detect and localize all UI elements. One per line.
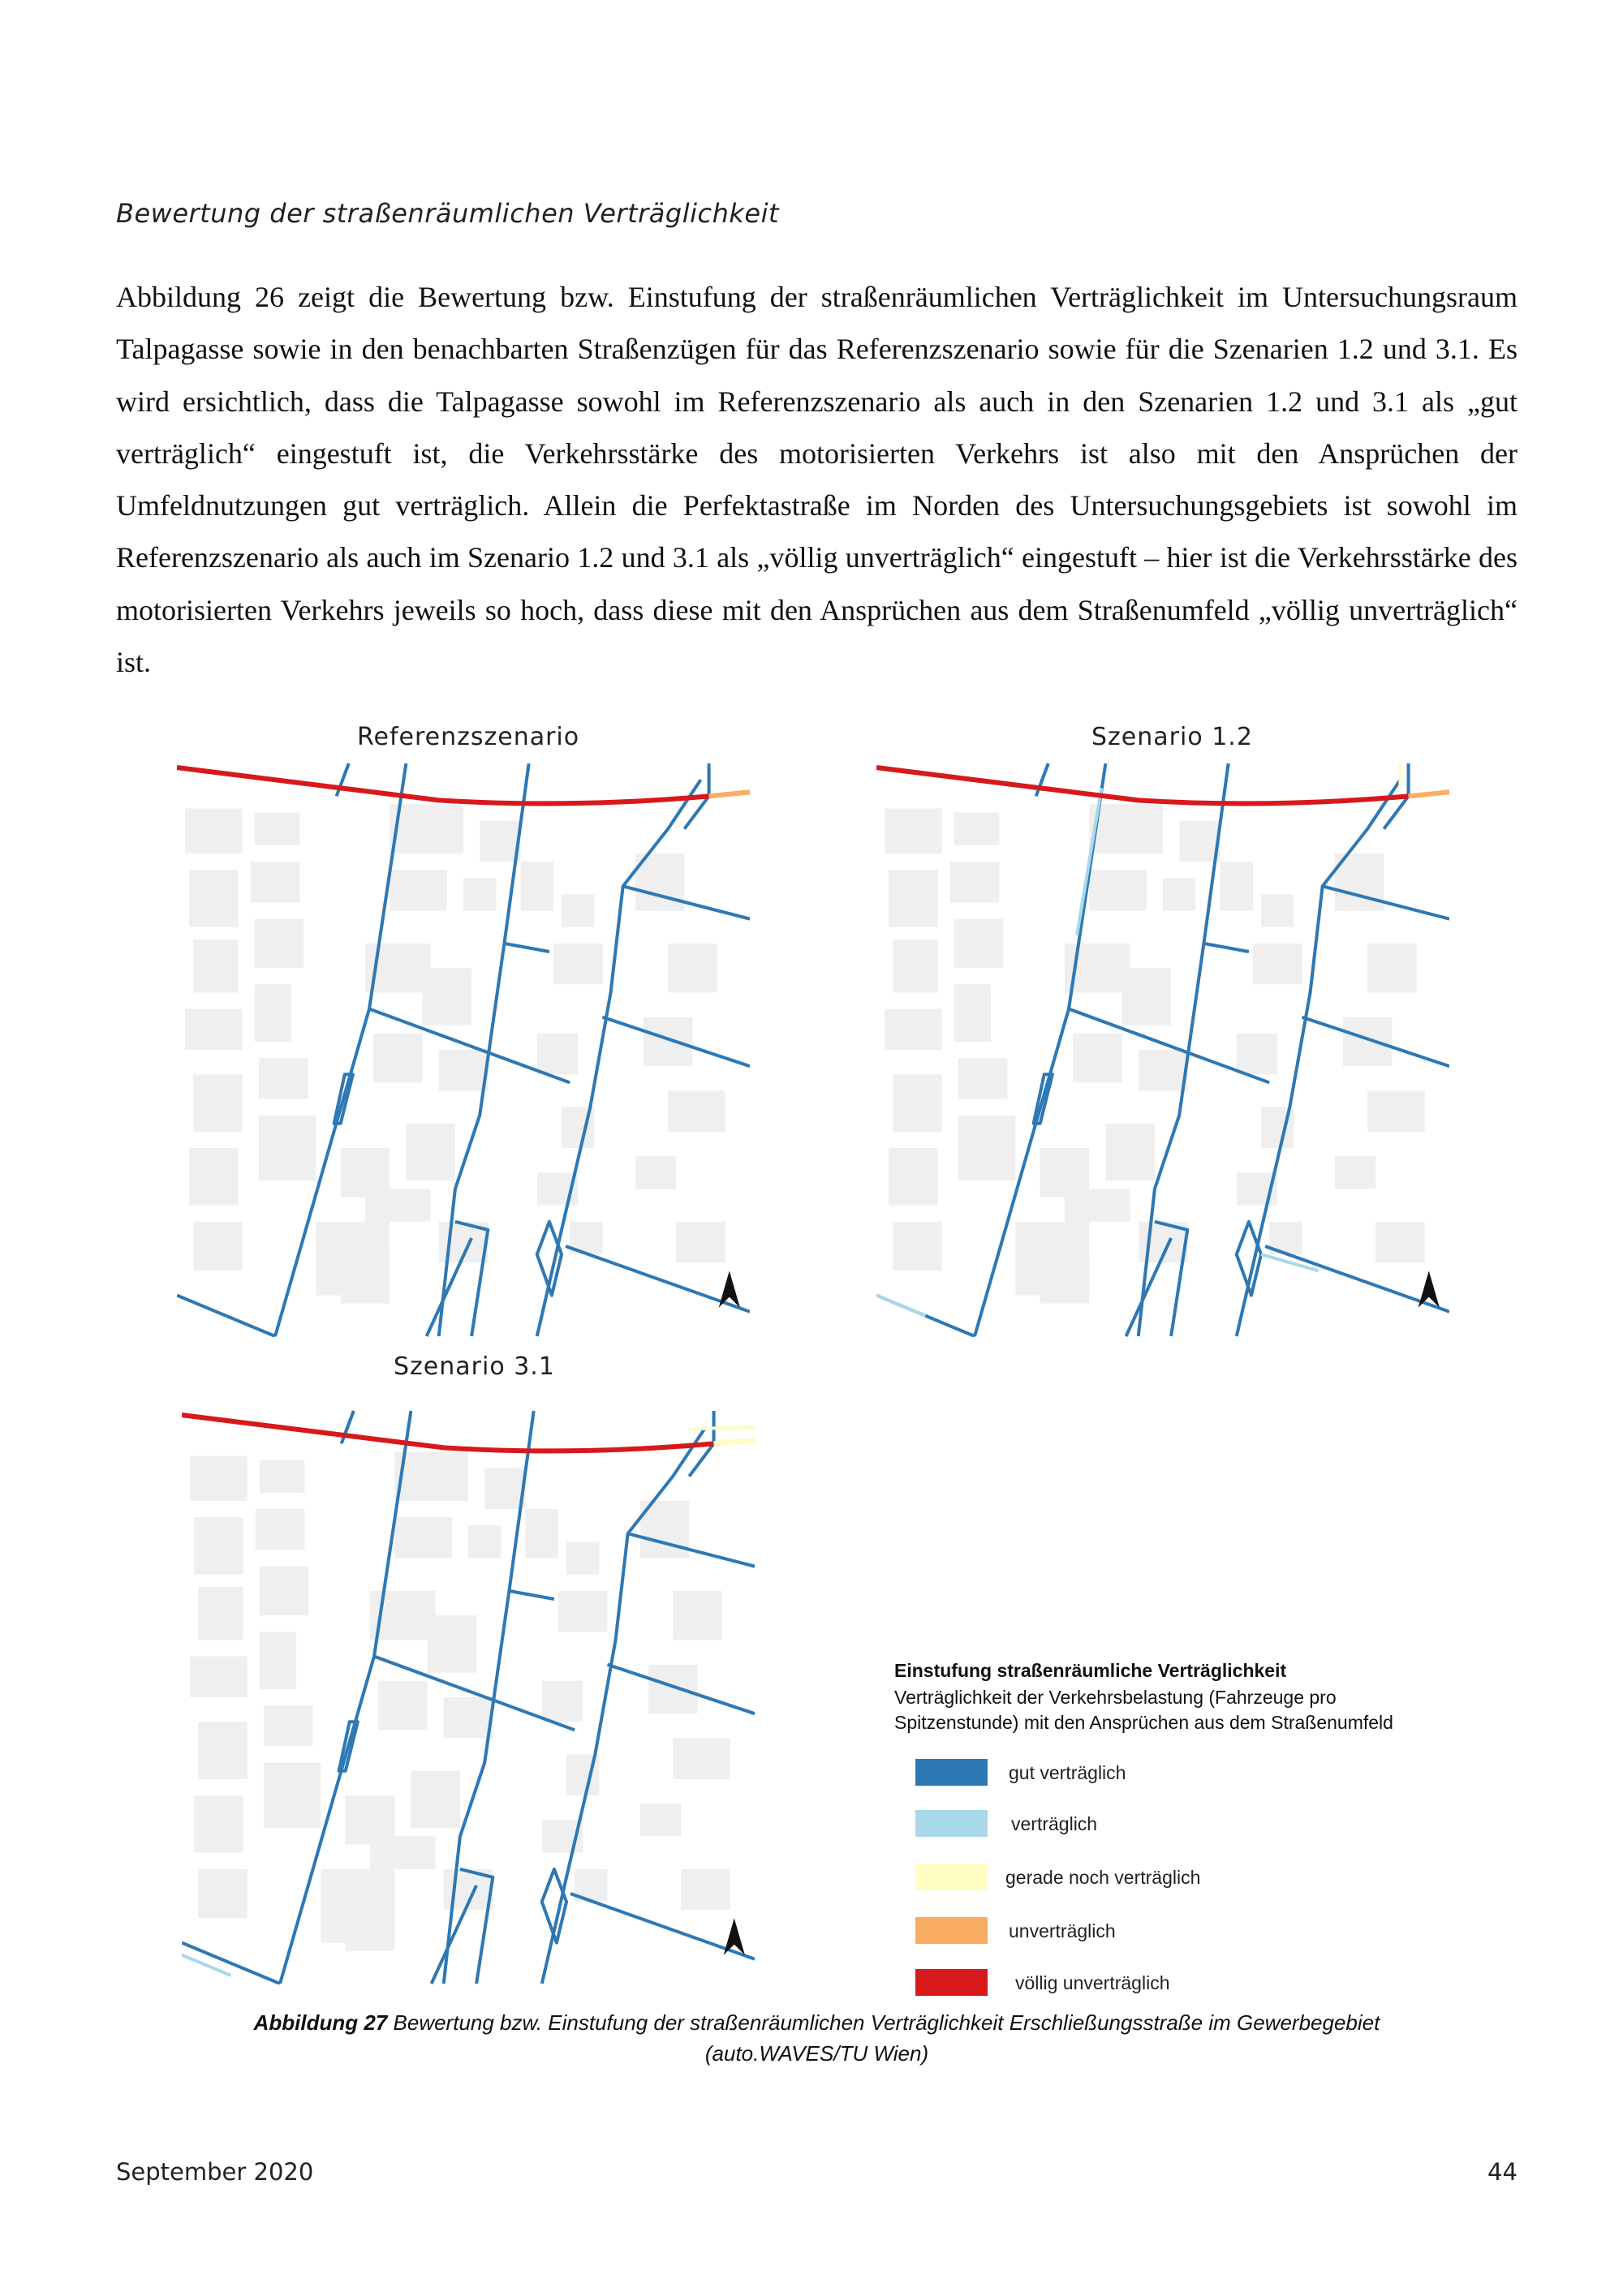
body-paragraph: Abbildung 26 zeigt die Bewertung bzw. Einstufung der straßenräumlichen Verträglichkeit im Untersuchungsraum Talpagasse sowie in den benachbarten Straßenzügen für das Referenzszenario sowie für die Szenarien 1.2 und 3.1. Es wird ersichtlich, dass die Talpagasse sowohl im Referenzszenario als auch in den Szenarien 1.2 und 3.1 als „gut verträglich“ eingestuft ist, die Verkehrsstärke des motorisierten Verkehrs ist also mit den Ansprüchen der Umfeldnutzungen gut verträglich. Allein die Perfektastraße im Norden des Untersuchungsgebiets ist sowohl im Referenzszenario als auch im Szenario 1.2 und 3.1 als „völlig unverträglich“ eingestuft – hier ist die Verkehrsstärke des motorisierten Verkehrs jeweils so hoch, dass diese mit den Ansprüchen aus dem Straßenumfeld „völlig unverträglich“ ist. [116,281,1518,679]
building [260,1460,304,1493]
building [1122,968,1172,1025]
street [876,1296,926,1316]
street-perfektastrasse [876,767,1409,803]
building [1367,944,1417,993]
building [893,939,937,993]
building [562,894,594,927]
building [394,1451,468,1501]
street [177,1296,275,1336]
street [342,1411,354,1443]
street-segment-unvertraeglich [1409,792,1449,796]
building [954,813,999,845]
building [1065,1189,1130,1221]
building [958,1116,1016,1181]
building [542,1681,583,1722]
street [537,1222,562,1296]
building [190,1657,248,1697]
building [260,1632,296,1689]
building [255,813,299,845]
map-title-scenario-1-2: Szenario 1.2 [1091,723,1253,751]
building [553,944,603,984]
legend-label-gerade-noch-vertraeglich: gerade noch verträglich [1005,1867,1201,1888]
building [259,1058,308,1099]
map-scenario-1-2 [876,763,1449,1337]
building [193,939,238,993]
footer-page-number: 44 [1487,2158,1518,2186]
street-segment-unvertraeglich [709,792,750,796]
building [681,1869,730,1910]
north-arrow-icon [1419,1271,1440,1307]
building [954,919,1004,969]
building [954,984,991,1042]
building [444,1697,493,1738]
building [640,1804,681,1836]
legend-label-vertraeglich: verträglich [1011,1813,1098,1834]
street [182,1943,280,1984]
building [463,878,496,910]
figure-caption [116,2007,1518,2069]
caption-text: Bewertung bzw. Einstufung der straßenräumlichen Verträglichkeit Erschließungsstraße im Gewerbegebiet [387,2010,1380,2035]
building [198,1869,248,1919]
building [439,1050,489,1090]
building [365,1189,431,1221]
building [264,1763,321,1829]
building [341,1254,390,1304]
building [1040,1254,1090,1304]
north-arrow-icon [719,1271,740,1307]
building [189,1148,239,1206]
legend-label-gut-vertraeglich: gut verträglich [1009,1762,1126,1783]
building [190,1455,248,1500]
legend-swatch-voellig-unvertraeglich [915,1969,988,1996]
building [673,1738,730,1778]
map-scenario-3-1 [182,1410,755,1984]
building [885,1009,942,1050]
map-title-scenario-3-1: Szenario 3.1 [394,1352,555,1381]
building [1089,804,1163,853]
building [558,1591,608,1632]
legend-subtitle: Verträglichkeit der Verkehrsbelastung (Fahrzeuge pro Spitzenstunde) mit den Ansprüchen aus dem Straßenumfeld [894,1687,1393,1733]
building [484,1468,525,1509]
building [468,1525,501,1558]
building [1343,1017,1393,1067]
building [521,862,553,911]
section-heading: Bewertung der straßenräumlichen Verträglichkeit [116,198,779,229]
building [480,821,520,862]
building [889,1148,938,1206]
building [411,1771,460,1829]
building [1261,894,1294,927]
building [390,870,447,910]
building [1179,821,1220,862]
building [189,870,239,927]
building [893,1222,942,1271]
street [542,1869,566,1943]
building [676,1222,725,1262]
building [428,1615,477,1673]
street-perfektastrasse [182,1415,714,1451]
building [194,1795,243,1853]
map-reference [177,763,750,1337]
building [958,1058,1008,1099]
street [337,763,349,796]
building [193,1074,243,1132]
building [950,862,1000,902]
building [423,968,472,1025]
building [526,1509,558,1559]
building [198,1722,248,1779]
building [1105,1124,1155,1181]
building [537,1034,578,1074]
building [198,1587,243,1640]
building [256,1509,305,1550]
building [194,1517,243,1575]
building [1089,870,1147,910]
building [394,1517,452,1558]
building [185,1009,243,1050]
building [264,1705,313,1746]
legend-label-voellig-unvertraeglich: völlig unverträglich [1015,1972,1170,1993]
legend-title: Einstufung straßenräumliche Verträglichkeit [894,1660,1287,1681]
street-perfektastrasse [177,767,709,803]
street [504,944,549,952]
building [893,1074,942,1132]
building [370,1836,436,1868]
building [185,808,243,853]
building [668,1090,725,1131]
map-title-reference: Referenzszenario [357,723,580,751]
building [1237,1034,1277,1074]
legend-label-unvertraeglich: unverträglich [1009,1920,1116,1941]
building [635,1156,676,1189]
street [689,1427,755,1429]
caption-label: Abbildung 27 [253,2010,388,2035]
legend-swatch-gerade-noch-vertraeglich [915,1864,988,1890]
building [1073,1034,1122,1083]
building [1220,862,1253,911]
north-arrow-icon [724,1918,745,1954]
building [673,1591,722,1640]
building [255,984,291,1042]
building [259,1116,316,1181]
building [193,1222,243,1271]
street [1203,944,1248,952]
street [1237,1222,1261,1296]
building [889,870,938,927]
building [1367,1090,1425,1131]
street [1077,788,1101,935]
street [509,1591,553,1599]
building [251,862,300,902]
legend-swatch-gut-vertraeglich [915,1759,988,1786]
building [346,1902,395,1951]
building [566,1541,599,1574]
building [373,1034,423,1083]
street-segment-gerade-noch [714,1440,755,1443]
building [378,1681,428,1731]
street [182,1955,231,1976]
building [1253,944,1302,984]
building [390,804,463,853]
footer-date: September 2020 [116,2158,314,2186]
building [1163,878,1195,910]
building [255,919,304,969]
building [648,1665,698,1714]
building [1139,1050,1188,1090]
building [1335,1156,1375,1189]
legend-swatch-vertraeglich [915,1810,988,1837]
street [1036,763,1048,796]
legend-swatch-unvertraeglich [915,1917,988,1944]
building [260,1567,309,1616]
building [1375,1222,1425,1262]
building [644,1017,693,1067]
building [668,944,717,993]
building [406,1124,455,1181]
building [885,808,942,853]
caption-source: (auto.WAVES/TU Wien) [704,2041,929,2066]
